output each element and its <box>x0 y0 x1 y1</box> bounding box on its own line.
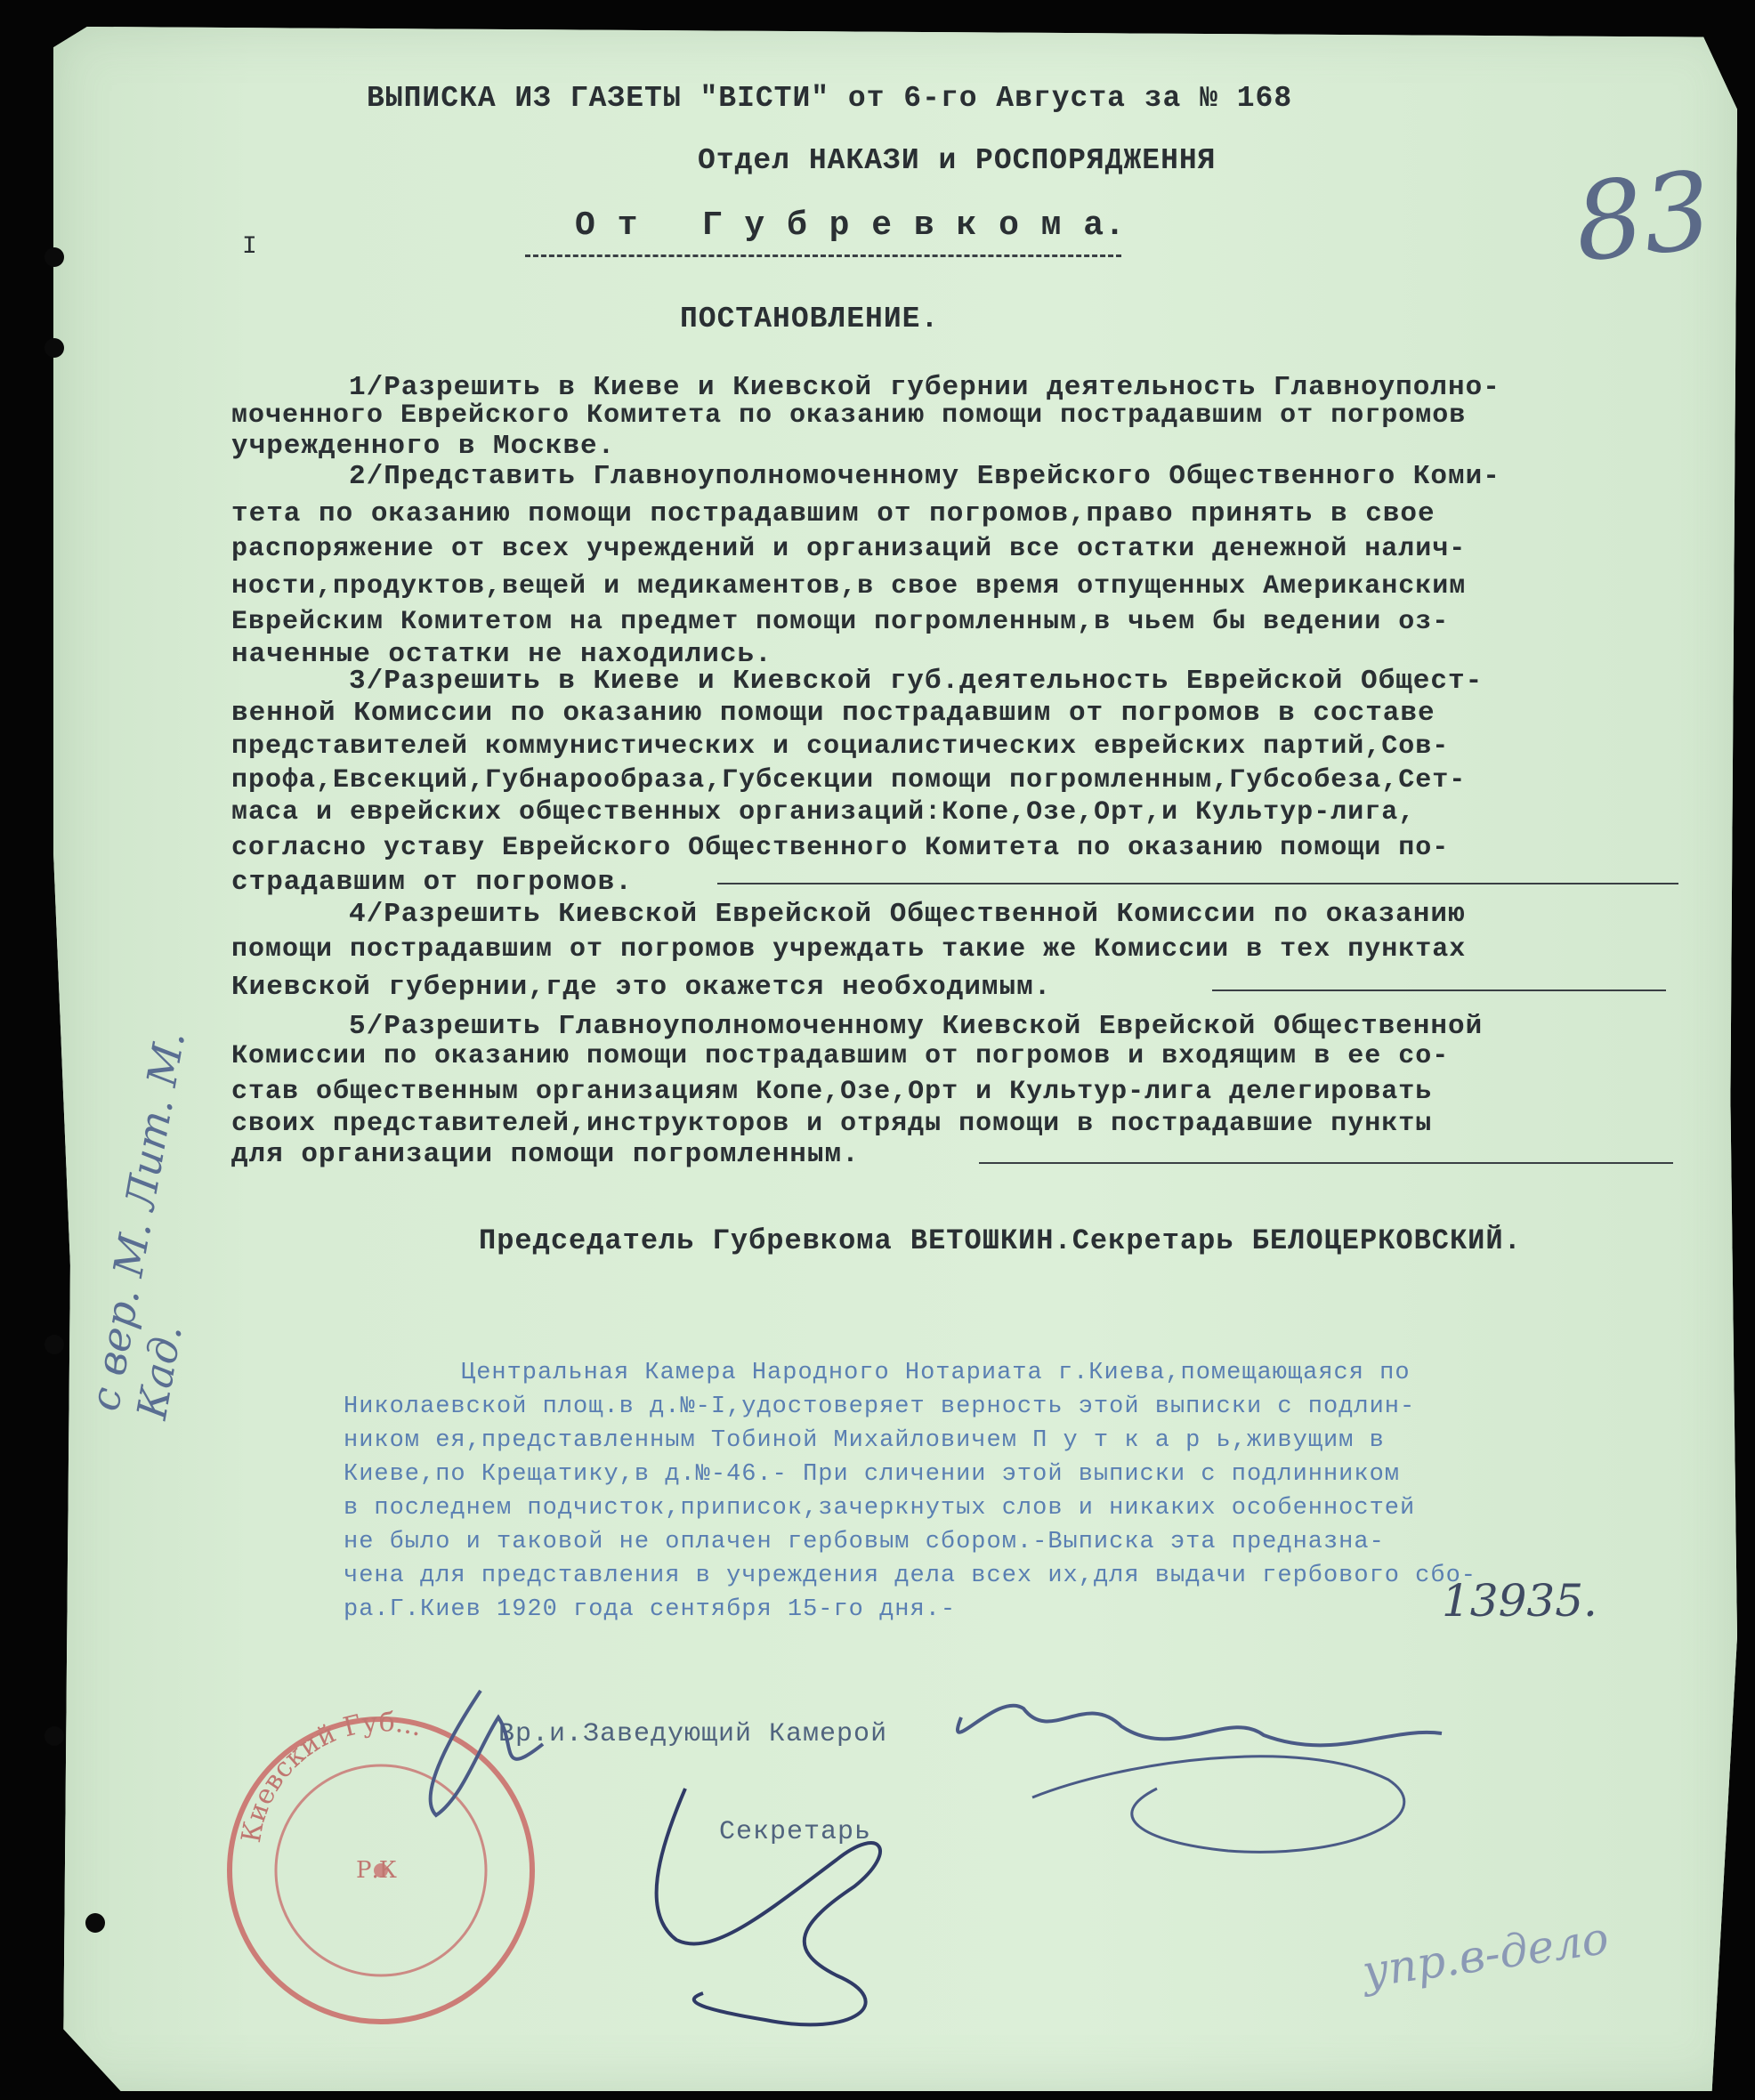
body-line: профа,Евсекций,Губнарообраза,Губсекции помощи погромленным,Губсобеза,Сет- <box>231 765 1467 796</box>
body-line: представителей коммунистических и социалистических еврейских партий,Сов- <box>231 731 1450 762</box>
body-line: помощи пострадавшим от погромов учреждать такие же Комиссии в тех пунктах <box>231 934 1467 965</box>
notary-line: ником ея,представленным Тобиной Михайловичем П у т к а р ь,живущим в <box>344 1427 1385 1454</box>
body-line: наченные остатки не находились. <box>231 639 772 670</box>
body-line: для организации помощи погромленным. <box>231 1139 860 1170</box>
body-line: учрежденного в Москве. <box>231 431 616 462</box>
notary-line: Киеве,по Крещатику,в д.№-46.- При сличении этой выписки с подлинником <box>344 1461 1400 1488</box>
body-line: Комиссии по оказанию помощи пострадавшим от погромов и входящим в ее со- <box>231 1041 1450 1071</box>
register-number: 13935. <box>1442 1575 1597 1627</box>
body-line: Еврейским Комитетом на предмет помощи погромленным,в чьем бы ведении оз- <box>231 607 1450 637</box>
body-line: 3/Разрешить в Киеве и Киевской губ.деятельность Еврейской Общест- <box>349 666 1484 697</box>
body-line: согласно уставу Еврейского Общественного Комитета по оказанию помощи по- <box>231 833 1450 863</box>
header-line-3: О т Г у б р е в к о м а. <box>575 206 1126 245</box>
notary-line: Центральная Камера Народного Нотариата г.Киева,помещающаяся по <box>461 1360 1411 1386</box>
round-seal <box>230 1707 532 2022</box>
chamber-head-line: Вр.и.Заведующий Камерой <box>498 1719 888 1749</box>
notary-line: Николаевской площ.в д.№-I,удостоверяет верность этой выписки с подлин- <box>344 1393 1416 1420</box>
body-line: 1/Разрешить в Киеве и Киевской губернии деятельность Главноуполно- <box>349 372 1500 403</box>
body-line: ности,продуктов,вещей и медикаментов,в свое время отпущенных Американским <box>231 571 1467 602</box>
secretary-label: Секретарь <box>719 1817 872 1847</box>
notary-line: в последнем подчисток,приписок,зачеркнутых слов и никаких особенностей <box>344 1495 1416 1522</box>
body-line: 2/Представить Главноуполномоченному Еврейского Общественного Коми- <box>349 461 1500 492</box>
margin-mark: I <box>242 233 258 261</box>
signature-flourish <box>1032 1757 1404 1852</box>
svg-text:Р.К: Р.К <box>356 1857 397 1884</box>
body-line: 4/Разрешить Киевской Еврейской Общественной Комиссии по оказанию <box>349 899 1466 930</box>
body-line: распоряжение от всех учреждений и организаций все остатки денежной налич- <box>231 534 1467 564</box>
notary-line: чена для представления в учреждения дела всех их,для выдачи гербового сбо- <box>344 1563 1476 1589</box>
body-line: тета по оказанию помощи пострадавшим от погромов,право принять в свое <box>231 498 1436 529</box>
bottom-handwritten-note: упр.в-дело <box>1359 1911 1613 1999</box>
body-line: страдавшим от погромов. <box>231 867 633 898</box>
body-line: став общественным организациям Копе,Озе,Орт и Культур-лига делегировать <box>231 1077 1433 1107</box>
signature-line: Председатель Губревкома ВЕТОШКИН.Секретарь БЕЛОЦЕРКОВСКИЙ. <box>479 1224 1522 1257</box>
header-line-2: Отдел НАКАЗИ и РОСПОРЯДЖЕННЯ <box>698 144 1217 177</box>
body-line: Киевской губернии,где это окажется необходимым. <box>231 972 1052 1003</box>
margin-handwritten-note: с вер. М. Лит. М. Кад. <box>80 1027 195 1423</box>
body-line: моченного Еврейского Комитета по оказанию помощи пострадавшим от погромов <box>231 400 1467 431</box>
body-line: своих представителей,инструкторов и отряды помощи в пострадавшие пункты <box>231 1109 1433 1139</box>
body-line: венной Комиссии по оказанию помощи пострадавшим от погромов в составе <box>231 698 1436 729</box>
signature-secretary <box>657 1789 880 2024</box>
body-line: маса и еврейских общественных организаций:Копе,Озе,Орт,и Культур-лига, <box>231 797 1416 828</box>
body-line: 5/Разрешить Главноуполномоченному Киевской Еврейской Общественной <box>349 1011 1484 1042</box>
header-line-1: ВЫПИСКА ИЗ ГАЗЕТЫ "ВІСТИ" от 6-го Августа за № 168 <box>367 82 1293 115</box>
seal-text: Киевский Губ... <box>235 1707 426 1846</box>
document-title: ПОСТАНОВЛЕНИЕ. <box>680 303 940 335</box>
signature-chamber-head <box>431 1691 543 1815</box>
notary-line: не было и таковой не оплачен гербовым сбором.-Выписка эта предназна- <box>344 1529 1385 1555</box>
signature-chamber-head-2 <box>958 1706 1442 1746</box>
page-number: 83 <box>1569 149 1718 287</box>
notary-line: ра.Г.Киев 1920 года сентября 15-го дня.- <box>344 1596 957 1623</box>
